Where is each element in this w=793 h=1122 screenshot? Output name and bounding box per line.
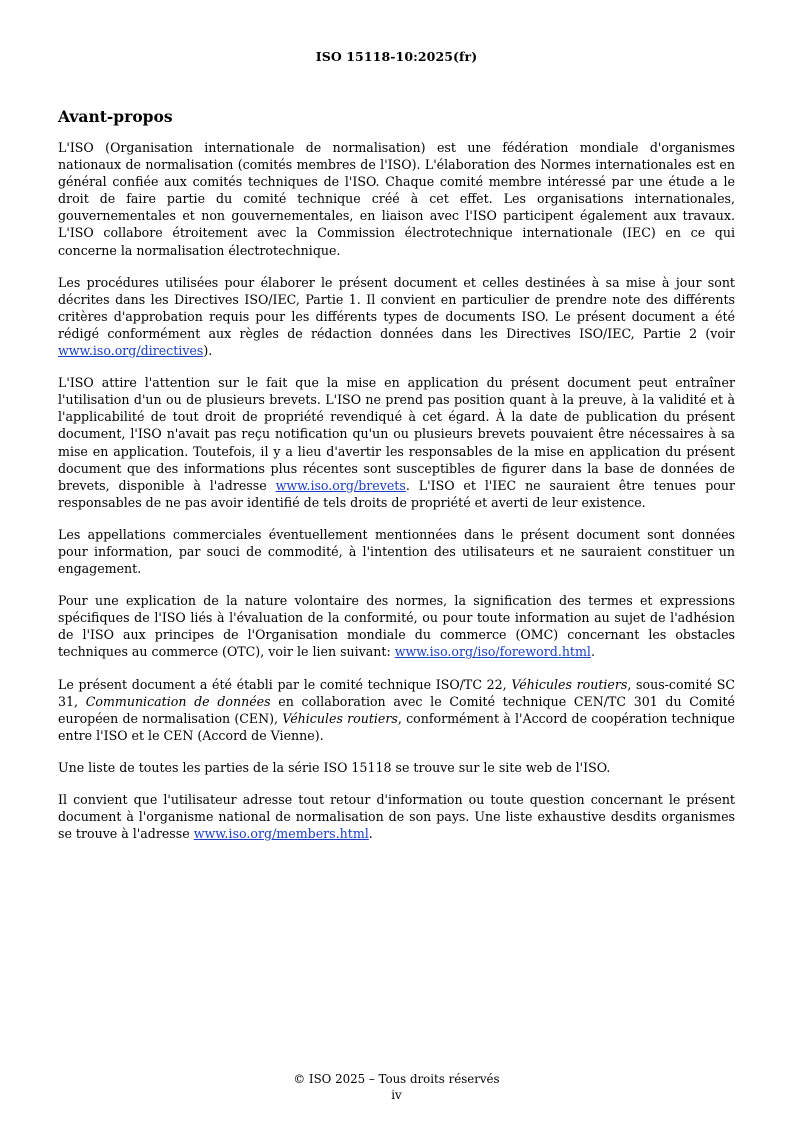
subcommittee-name-italic: Communication de données (85, 693, 271, 709)
paragraph-text: Les procédures utilisées pour élaborer le présent document et celles destinées à sa mise à jour sont décrites dans les Directives ISO/IEC, Partie 1. Il convient en particulier de prendre note des différents critères d'approbation requis pour les différents types de documents ISO. Le présent document a été rédigé conformément aux règles de rédaction données dans les Directives ISO/IEC, Partie 2 (voir (58, 274, 735, 341)
paragraph-text: , conformément à l'Accord de coopération technique entre l'ISO et le CEN (Accord de Vienne). (58, 710, 735, 743)
page-number: iv (391, 1088, 402, 1102)
paragraph-text: ). (203, 343, 213, 359)
page-footer (0, 1071, 793, 1103)
patents-link[interactable]: www.iso.org/brevets (275, 477, 406, 493)
paragraph-feedback (58, 791, 735, 842)
paragraph-text: . L'ISO et l'IEC ne sauraient être tenues pour responsables de ne pas avoir identifié de tels droits de propriété et averti de leur existence. (58, 477, 735, 510)
paragraph-text: , sous-comité SC 31, (58, 676, 735, 709)
members-link[interactable]: www.iso.org/members.html (193, 826, 369, 842)
directives-link[interactable]: www.iso.org/directives (58, 343, 204, 359)
document-id-header: ISO 15118-10:2025(fr) (315, 49, 478, 64)
paragraph-text: en collaboration avec le Comité technique CEN/TC 301 du Comité européen de normalisation (CEN), (58, 693, 735, 726)
paragraph-text: . (368, 826, 373, 842)
paragraph-iso-organisation: L'ISO (Organisation internationale de normalisation) est une fédération mondiale d'organismes nationaux de normalisation (comités membres de l'ISO). L'élaboration des Normes internationales est en général confiée aux comités techniques de l'ISO. Chaque comité membre intéressé par une étude a le droit de faire partie du comité technique créé à cet effet. Les organisations internationales, gouvernementales et non gouvernementales, en liaison avec l'ISO participent également aux travaux. L'ISO collabore étroitement avec la Commission électrotechnique internationale (IEC) en ce qui concerne la normalisation électrotechnique. (58, 140, 735, 258)
paragraph-text: L'ISO attire l'attention sur le fait que la mise en application du présent document peut entraîner l'utilisation d'un ou de plusieurs brevets. L'ISO ne prend pas position quant à la preuve, à la validité et à l'applicabilité de tout droit de propriété revendiqué à cet égard. À la date de publication du présent document, l'ISO n'avait pas reçu notification qu'un ou plusieurs brevets pouvaient être nécessaires à sa mise en application. Toutefois, il y a lieu d'avertir les responsables de la mise en application du présent document que des informations plus récentes sont susceptibles de figurer dans la base de données de brevets, disponible à l'adresse (58, 375, 735, 493)
cen-committee-name-italic: Véhicules routiers (282, 710, 398, 726)
document-body (58, 106, 735, 857)
paragraph-parts-list: Une liste de toutes les parties de la série ISO 15118 se trouve sur le site web de l'ISO. (58, 759, 611, 775)
paragraph-text: Le présent document a été établi par le comité technique ISO/TC 22, (58, 676, 512, 692)
section-title: Avant-propos (58, 107, 173, 126)
paragraph-text: Pour une explication de la nature volontaire des normes, la signification des termes et expressions spécifiques de l'ISO liés à l'évaluation de la conformité, ou pour toute information au sujet de l'adhésion de l'ISO aux principes de l'Organisation mondiale du commerce (OMC) concernant les obstacles techniques au commerce (OTC), voir le lien suivant: (58, 593, 735, 660)
paragraph-patents (58, 374, 735, 511)
paragraph-committee (58, 676, 735, 744)
paragraph-trade-names: Les appellations commerciales éventuellement mentionnées dans le présent document sont données pour information, par souci de commodité, à l'intention des utilisateurs et ne sauraient constituer un engagement. (58, 526, 735, 577)
paragraph-voluntary-nature (58, 592, 735, 660)
copyright-notice: © ISO 2025 – Tous droits réservés (293, 1072, 500, 1086)
paragraph-text: Il convient que l'utilisateur adresse tout retour d'information ou toute question concernant le présent document à l'organisme national de normalisation de son pays. Une liste exhaustive desdits organismes se trouve à l'adresse (58, 792, 735, 842)
foreword-link[interactable]: www.iso.org/iso/foreword.html (394, 644, 591, 660)
paragraph-text: . (590, 644, 595, 660)
committee-name-italic: Véhicules routiers (511, 676, 628, 692)
paragraph-procedures (58, 274, 735, 359)
